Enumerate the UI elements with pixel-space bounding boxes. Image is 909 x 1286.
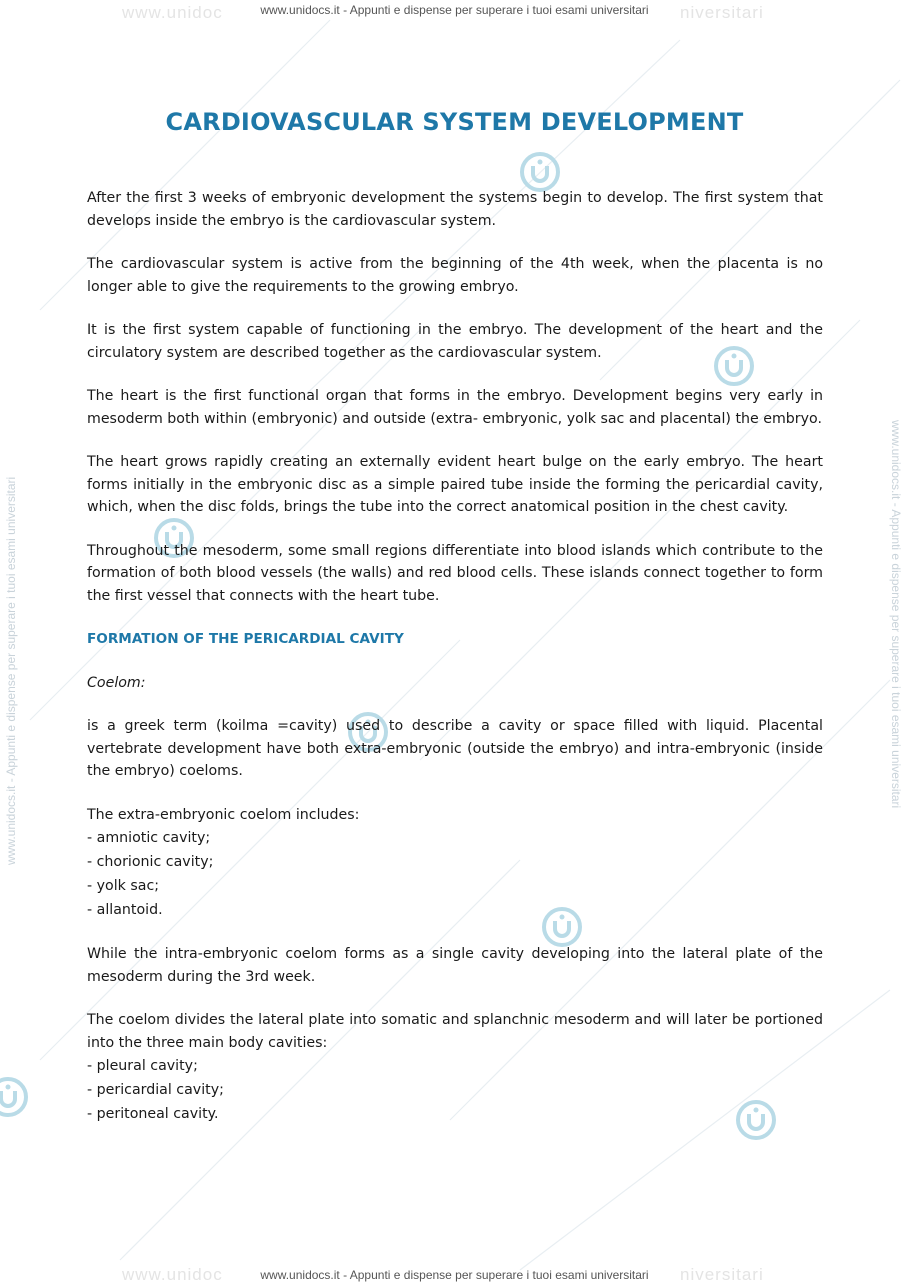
paragraph: The heart is the first functional organ that forms in the embryo. Development begins very early in mesoderm both within (embryonic) and outside (extra- embryonic, yolk sac and placental) the embryo. [87,388,823,427]
document-body [87,187,823,1147]
page-title: CARDIOVASCULAR SYSTEM DEVELOPMENT [165,108,744,136]
watermark-footer: www.unidocs.it - Appunti e dispense per superare i tuoi esami universitari [260,1268,649,1282]
coelom-label: Coelom: [87,674,146,691]
body-cavities-list [87,1054,823,1126]
list-item: - yolk sac; [87,878,160,894]
intra-embryonic-paragraph: While the intra-embryonic coelom forms as a single cavity developing into the lateral plate of the mesoderm during the 3rd week. [87,946,823,985]
coelom-definition: is a greek term (koilma =cavity) used to describe a cavity or space filled with liquid. Placental vertebrate development have both extra-embryonic (outside the embryo) and intra-embryonic (inside the embryo) coeloms. [87,718,823,779]
list-item: - chorionic cavity; [87,854,214,870]
paragraph: The heart grows rapidly creating an externally evident heart bulge on the early embryo. The heart forms initially in the embryonic disc as a simple paired tube inside the forming the pericardial cavity, which, when the disc folds, brings the tube into the correct anatomical position in the chest cavity. [87,454,823,515]
extra-embryonic-intro: The extra-embryonic coelom includes: [87,806,360,823]
coelom-division-intro: The coelom divides the lateral plate into somatic and splanchnic mesoderm and will later be portioned into the three main body cavities: [87,1012,823,1051]
watermark-side-right: www.unidocs.it - Appunti e dispense per superare i tuoi esami universitari [889,420,903,809]
list-item: - allantoid. [87,902,163,918]
watermark-ghost-left-bottom: www.unidoc [122,1265,223,1284]
list-item: - amniotic cavity; [87,830,211,846]
watermark-ghost-left-top: www.unidoc [122,3,223,22]
watermark-ghost-right-bottom: niversitari [680,1265,764,1284]
list-item: - pericardial cavity; [87,1082,224,1098]
watermark-ghost-right-top: niversitari [680,3,764,22]
watermark-logo-icon [0,1075,30,1119]
list-item: - peritoneal cavity. [87,1106,219,1122]
watermark-header: www.unidocs.it - Appunti e dispense per superare i tuoi esami universitari [260,3,649,17]
paragraph: The cardiovascular system is active from the beginning of the 4th week, when the placenta is no longer able to give the requirements to the growing embryo. [87,256,823,295]
watermark-side-left: www.unidocs.it - Appunti e dispense per superare i tuoi esami universitari [4,476,18,865]
extra-embryonic-list [87,826,823,922]
paragraph: Throughout the mesoderm, some small regions differentiate into blood islands which contribute to the formation of both blood vessels (the walls) and red blood cells. These islands connect together to form the first vessel that connects with the heart tube. [87,542,823,604]
section-heading: FORMATION OF THE PERICARDIAL CAVITY [87,631,404,647]
paragraph: It is the first system capable of functioning in the embryo. The development of the heart and the circulatory system are described together as the cardiovascular system. [87,322,823,361]
paragraph: After the first 3 weeks of embryonic development the systems begin to develop. The first system that develops inside the embryo is the cardiovascular system. [87,190,823,229]
list-item: - pleural cavity; [87,1058,198,1074]
